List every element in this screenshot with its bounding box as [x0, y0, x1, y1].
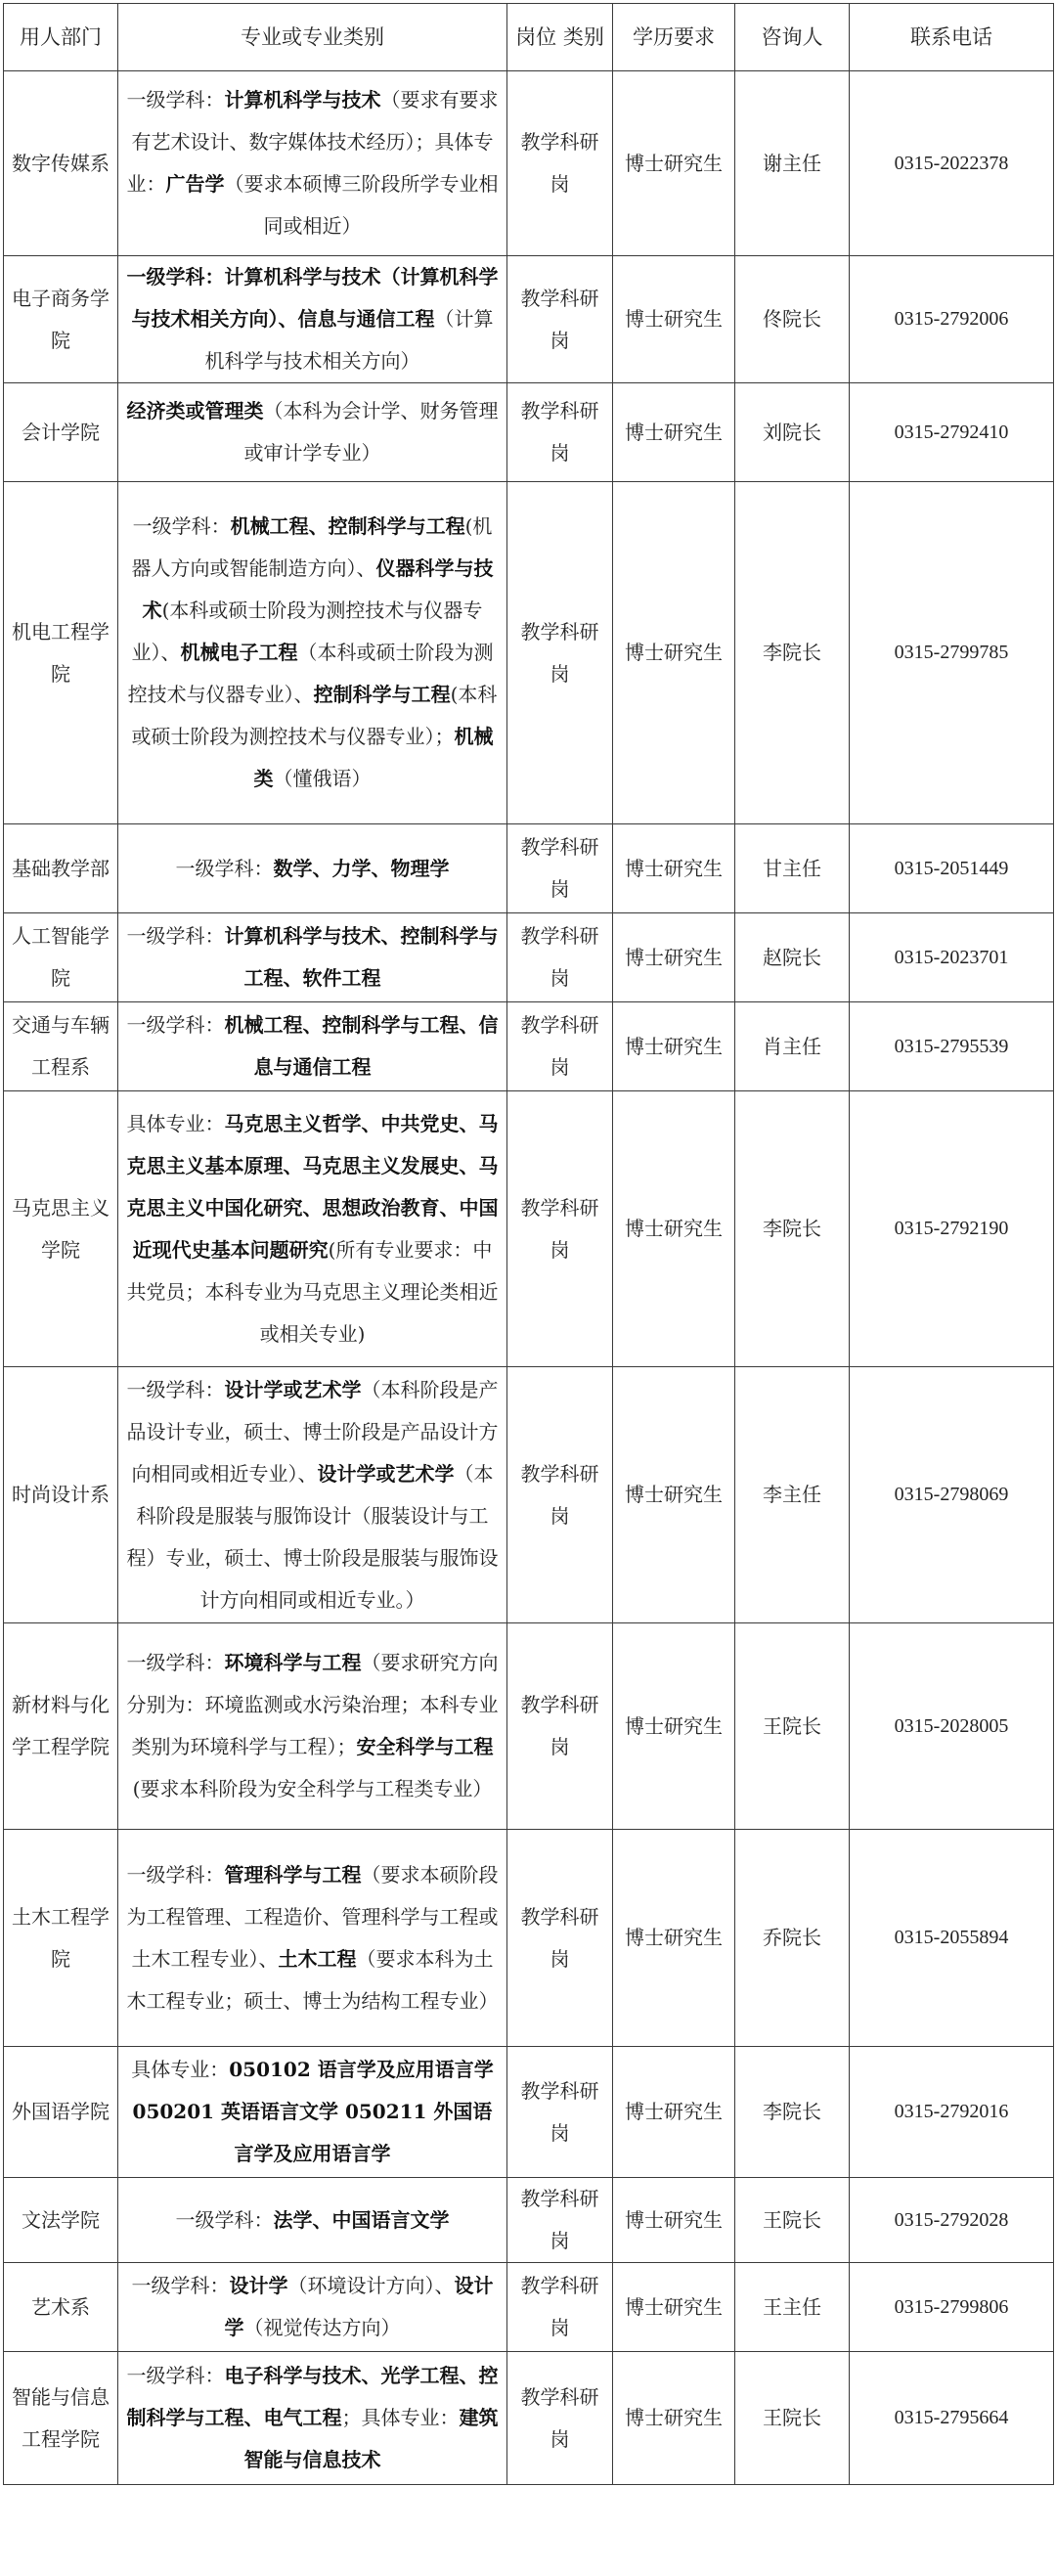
- table-row: [4, 2263, 1054, 2352]
- table-row: [4, 256, 1054, 383]
- table-row: [4, 1091, 1054, 1367]
- contact-person-cell: 乔院长: [735, 1830, 850, 2047]
- department-cell: 时尚设计系: [4, 1367, 118, 1623]
- major-cell: [118, 2352, 507, 2485]
- contact-person-cell: 赵院长: [735, 913, 850, 1002]
- table-row: [4, 1002, 1054, 1091]
- department-cell: 马克思主义学院: [4, 1091, 118, 1367]
- post-type-cell: 教学科研岗: [507, 1623, 613, 1830]
- phone-cell: 0315-2799806: [850, 2263, 1054, 2352]
- major-emphasis-text: 机械电子工程: [180, 641, 298, 664]
- table-row: [4, 383, 1054, 482]
- major-note-text: 一级学科：: [175, 856, 274, 880]
- education-cell: 博士研究生: [613, 1091, 735, 1367]
- major-note-text: ；具体专业：: [341, 2406, 460, 2429]
- major-cell: [118, 2178, 507, 2263]
- contact-person-cell: 王院长: [735, 2178, 850, 2263]
- post-type-cell: 教学科研岗: [507, 1367, 613, 1623]
- major-cell: [118, 1367, 507, 1623]
- major-note-text: （要求本硕博三阶段所学专业相同或相近）: [224, 172, 499, 238]
- major-note-text: 一级学科：: [126, 924, 225, 948]
- major-note-text: （要求研究方向分别为：环境监测或水污染治理；本科专业类别为环境科学与工程）；: [126, 1651, 499, 1758]
- major-emphasis-text: 设计学: [224, 2274, 494, 2339]
- department-cell: 文法学院: [4, 2178, 118, 2263]
- phone-cell: 0315-2798069: [850, 1367, 1054, 1623]
- department-cell: 基础教学部: [4, 824, 118, 913]
- major-cell: [118, 2047, 507, 2178]
- major-emphasis-text: 土木工程: [278, 1946, 357, 1971]
- education-cell: 博士研究生: [613, 2352, 735, 2485]
- major-note-text: 一级学科：: [126, 88, 225, 111]
- major-note-text: 具体专业：: [126, 1111, 225, 1135]
- department-cell: 数字传媒系: [4, 71, 118, 256]
- phone-cell: 0315-2023701: [850, 913, 1054, 1002]
- major-cell: [118, 482, 507, 824]
- department-cell: 新材料与化学工程学院: [4, 1623, 118, 1830]
- major-emphasis-text: 机械类: [253, 725, 494, 790]
- major-note-text: 一级学科：: [126, 1651, 225, 1674]
- major-emphasis-text: 环境科学与工程: [224, 1651, 362, 1674]
- contact-person-cell: 王主任: [735, 2263, 850, 2352]
- major-cell: [118, 1623, 507, 1830]
- phone-cell: 0315-2792410: [850, 383, 1054, 482]
- major-note-text: （本科为会计学、财务管理或审计学专业）: [243, 399, 499, 465]
- contact-person-cell: 李主任: [735, 1367, 850, 1623]
- post-type-cell: 教学科研岗: [507, 482, 613, 824]
- major-emphasis-text: 经济类或管理类: [126, 399, 264, 422]
- education-cell: 博士研究生: [613, 2047, 735, 2178]
- table-row: [4, 824, 1054, 913]
- contact-person-cell: 甘主任: [735, 824, 850, 913]
- contact-person-cell: 刘院长: [735, 383, 850, 482]
- phone-cell: 0315-2022378: [850, 71, 1054, 256]
- header-phone: 联系电话: [850, 4, 1054, 71]
- department-cell: 机电工程学院: [4, 482, 118, 824]
- header-major: 专业或专业类别: [118, 4, 507, 71]
- post-type-cell: 教学科研岗: [507, 71, 613, 256]
- major-emphasis-text: 机械工程、控制科学与工程、信息与通信工程: [224, 1013, 499, 1079]
- post-type-cell: 教学科研岗: [507, 1830, 613, 2047]
- major-emphasis-text: 设计学: [229, 2274, 288, 2297]
- major-note-text: 一级学科：: [175, 2207, 274, 2232]
- header-contact: 咨询人: [735, 4, 850, 71]
- phone-cell: 0315-2795539: [850, 1002, 1054, 1091]
- major-emphasis-text: 控制科学与工程: [313, 683, 451, 706]
- major-note-text: （本科阶段是产品设计专业，硕士、博士阶段是产品设计方向相同或相近专业）、: [126, 1377, 499, 1486]
- contact-person-cell: 王院长: [735, 2352, 850, 2485]
- post-type-cell: 教学科研岗: [507, 1091, 613, 1367]
- phone-cell: 0315-2055894: [850, 1830, 1054, 2047]
- major-note-text: 一级学科：: [126, 1013, 225, 1037]
- table-row: [4, 1830, 1054, 2047]
- education-cell: 博士研究生: [613, 824, 735, 913]
- table-row: [4, 1623, 1054, 1830]
- table-row: [4, 482, 1054, 824]
- phone-cell: 0315-2799785: [850, 482, 1054, 824]
- education-cell: 博士研究生: [613, 1367, 735, 1623]
- post-type-cell: 教学科研岗: [507, 2263, 613, 2352]
- phone-cell: 0315-2792016: [850, 2047, 1054, 2178]
- post-type-cell: 教学科研岗: [507, 2047, 613, 2178]
- major-cell: [118, 383, 507, 482]
- education-cell: 博士研究生: [613, 913, 735, 1002]
- education-cell: 博士研究生: [613, 1002, 735, 1091]
- education-cell: 博士研究生: [613, 71, 735, 256]
- phone-cell: 0315-2028005: [850, 1623, 1054, 1830]
- education-cell: 博士研究生: [613, 383, 735, 482]
- header-department: 用人部门: [4, 4, 118, 71]
- education-cell: 博士研究生: [613, 2178, 735, 2263]
- education-cell: 博士研究生: [613, 482, 735, 824]
- department-cell: 土木工程学院: [4, 1830, 118, 2047]
- major-emphasis-text: 电子科学与技术、光学工程、控制科学与工程、电气工程: [126, 2364, 499, 2429]
- table-row: [4, 1367, 1054, 1623]
- major-note-text: 一级学科：: [132, 514, 231, 538]
- post-type-cell: 教学科研岗: [507, 256, 613, 383]
- major-emphasis-text: 设计学或艺术学: [224, 1377, 362, 1401]
- major-note-text: （要求本硕阶段为工程管理、工程造价、管理科学与工程或土木工程专业）、: [126, 1862, 499, 1971]
- major-cell: [118, 1091, 507, 1367]
- major-emphasis-text: 设计学或艺术学: [317, 1461, 455, 1486]
- post-type-cell: 教学科研岗: [507, 913, 613, 1002]
- table-row: [4, 913, 1054, 1002]
- department-cell: 交通与车辆工程系: [4, 1002, 118, 1091]
- major-note-text: （本科或硕士阶段为测控技术与仪器专业）、: [127, 641, 494, 706]
- post-type-cell: 教学科研岗: [507, 2178, 613, 2263]
- post-type-cell: 教学科研岗: [507, 383, 613, 482]
- major-note-text: (本科或硕士阶段为测控技术与仪器专业）、: [131, 599, 483, 664]
- table-row: [4, 71, 1054, 256]
- major-emphasis-text: 数学、力学、物理学: [273, 856, 450, 880]
- department-cell: 智能与信息工程学院: [4, 2352, 118, 2485]
- header-post-type: 岗位 类别: [507, 4, 613, 71]
- post-type-cell: 教学科研岗: [507, 824, 613, 913]
- department-cell: 电子商务学院: [4, 256, 118, 383]
- major-note-text: （要求本科为土木工程专业；硕士、博士为结构工程专业）: [126, 1946, 499, 2013]
- major-note-text: （本科阶段是服装与服饰设计（服装设计与工程）专业，硕士、博士阶段是服装与服饰设计方向相同或相近专业。）: [126, 1461, 499, 1612]
- phone-cell: 0315-2795664: [850, 2352, 1054, 2485]
- major-cell: [118, 256, 507, 383]
- major-note-text: (要求本科阶段为安全科学与工程类专业）: [132, 1777, 493, 1800]
- major-note-text: （要求有要求有艺术设计、数字媒体技术经历）；具体专业：: [126, 88, 499, 196]
- header-education: 学历要求: [613, 4, 735, 71]
- major-cell: [118, 1830, 507, 2047]
- education-cell: 博士研究生: [613, 256, 735, 383]
- education-cell: 博士研究生: [613, 2263, 735, 2352]
- major-emphasis-text: 建筑智能与信息技术: [243, 2406, 499, 2471]
- major-cell: [118, 1002, 507, 1091]
- contact-person-cell: 谢主任: [735, 71, 850, 256]
- education-cell: 博士研究生: [613, 1830, 735, 2047]
- header-row: [4, 4, 1054, 71]
- major-note-text: (所有专业要求：中共党员；本科专业为马克思主义理论类相近或相关专业): [126, 1237, 499, 1346]
- recruitment-table: [3, 3, 1054, 2485]
- major-note-text: 一级学科：: [126, 2364, 225, 2387]
- contact-person-cell: 肖主任: [735, 1002, 850, 1091]
- phone-cell: 0315-2792190: [850, 1091, 1054, 1367]
- major-emphasis-text: 计算机科学与技术、控制科学与工程、软件工程: [224, 924, 499, 990]
- major-cell: [118, 824, 507, 913]
- phone-cell: 0315-2792028: [850, 2178, 1054, 2263]
- major-cell: [118, 2263, 507, 2352]
- major-note-text: (本科或硕士阶段为测控技术与仪器专业）；: [131, 683, 498, 748]
- table-row: [4, 2352, 1054, 2485]
- major-emphasis-text: 管理科学与工程: [224, 1862, 362, 1887]
- major-emphasis-text: 机械工程、控制科学与工程: [230, 514, 465, 538]
- major-note-text: （环境设计方向）、: [287, 2274, 455, 2297]
- department-cell: 人工智能学院: [4, 913, 118, 1002]
- major-note-text: 一级学科：: [131, 2274, 230, 2297]
- contact-person-cell: 李院长: [735, 482, 850, 824]
- post-type-cell: 教学科研岗: [507, 1002, 613, 1091]
- major-emphasis-text: 广告学: [165, 172, 225, 196]
- major-cell: [118, 71, 507, 256]
- table-row: [4, 2047, 1054, 2178]
- major-cell: [118, 913, 507, 1002]
- major-note-text: 一级学科：: [126, 1377, 225, 1401]
- major-emphasis-text: 仪器科学与技术: [142, 556, 494, 622]
- major-emphasis-text: 法学、中国语言文学: [273, 2207, 450, 2232]
- contact-person-cell: 李院长: [735, 2047, 850, 2178]
- major-emphasis-text: 一级学科：计算机科学与技术（计算机科学与技术相关方向）、信息与通信工程: [126, 265, 499, 331]
- table-row: [4, 2178, 1054, 2263]
- major-note-text: （计算机科学与技术相关方向）: [204, 307, 494, 373]
- department-cell: 外国语学院: [4, 2047, 118, 2178]
- major-emphasis-text: 安全科学与工程: [356, 1735, 494, 1758]
- major-note-text: （懂俄语）: [273, 767, 372, 790]
- major-note-text: 一级学科：: [126, 1862, 225, 1887]
- contact-person-cell: 佟院长: [735, 256, 850, 383]
- contact-person-cell: 王院长: [735, 1623, 850, 1830]
- education-cell: 博士研究生: [613, 1623, 735, 1830]
- phone-cell: 0315-2051449: [850, 824, 1054, 913]
- contact-person-cell: 李院长: [735, 1091, 850, 1367]
- post-type-cell: 教学科研岗: [507, 2352, 613, 2485]
- major-emphasis-text: 050102 语言学及应用语言学 050201 英语语言文学 050211 外国语言学及应用语言学: [132, 2058, 494, 2165]
- major-emphasis-text: 马克思主义哲学、中共党史、马克思主义基本原理、马克思主义发展史、马克思主义中国化研究、思想政治教育、中国近现代史基本问题研究: [126, 1111, 499, 1262]
- major-note-text: （视觉传达方向）: [243, 2316, 401, 2339]
- department-cell: 艺术系: [4, 2263, 118, 2352]
- major-note-text: 具体专业：: [131, 2058, 230, 2081]
- department-cell: 会计学院: [4, 383, 118, 482]
- phone-cell: 0315-2792006: [850, 256, 1054, 383]
- major-emphasis-text: 计算机科学与技术: [224, 88, 381, 111]
- major-note-text: (机器人方向或智能制造方向）、: [131, 514, 493, 580]
